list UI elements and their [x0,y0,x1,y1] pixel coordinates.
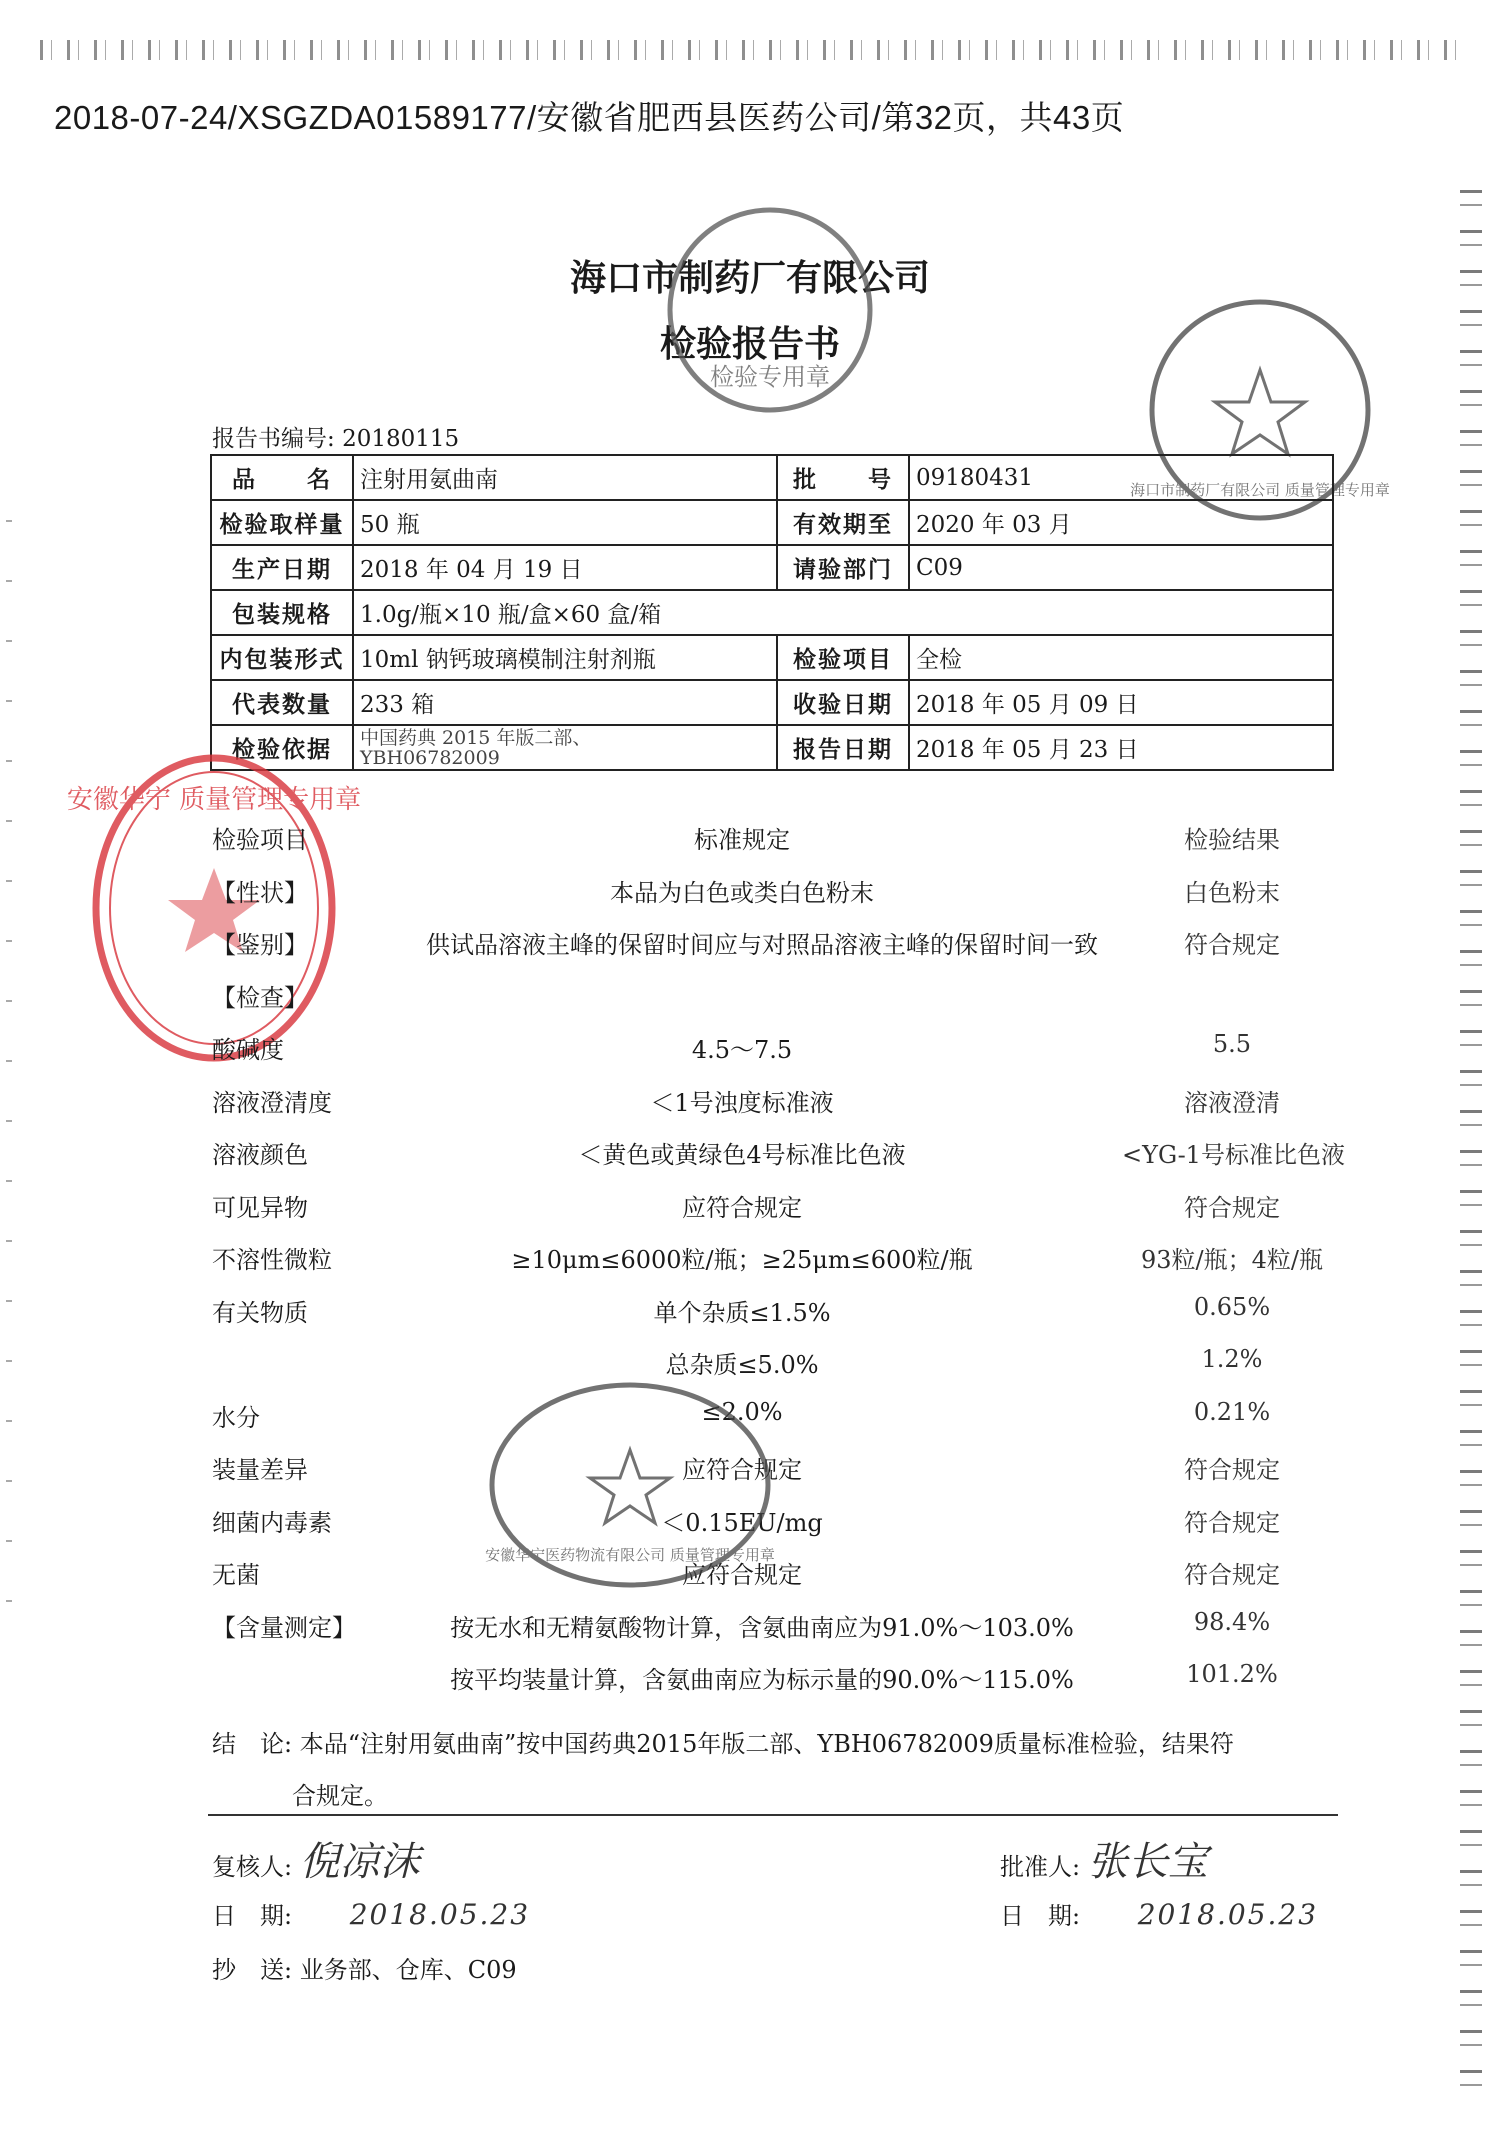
result-standard: 应符合规定 [682,1193,802,1222]
result-row [212,1127,1345,1180]
result-value: 0.21% [1193,1397,1271,1426]
result-standard: ≥10μm≤6000粒/瓶；≥25μm≤600粒/瓶 [511,1246,973,1274]
cc-label: 抄 送: [212,1956,293,1984]
production-date-value: 2018 年 04 月 19 日 [353,545,777,590]
basis-line-1: 中国药典 2015 年版二部、 [360,726,592,749]
approve-date-value: 2018.05.23 [1137,1898,1319,1931]
report-date-label: 报告日期 [777,725,909,770]
header-result: 检验结果 [1184,826,1280,854]
approver-signature: 张长宝 [1087,1839,1208,1885]
result-standard: 供试品溶液主峰的保留时间应与对照品溶液主峰的保留时间一致 [426,931,1098,959]
result-row [212,1232,1342,1285]
result-standard: ＜0.15EU/mg [661,1508,823,1537]
info-row [211,590,1333,635]
conclusion-text-2: 合规定。 [292,1782,388,1810]
header-item: 检验项目 [212,826,308,854]
title-stamp-text: 检验专用章 [710,363,830,391]
info-row [211,725,1333,770]
result-row [212,1600,1342,1653]
inner-package-label: 内包装形式 [211,635,353,680]
results-header [212,812,1342,865]
result-row [212,970,1342,1023]
test-items-value: 全检 [909,635,1333,680]
inner-package-value: 10ml 钠钙玻璃模制注射剂瓶 [353,635,777,680]
batch-no-label: 批 号 [777,455,909,500]
logistics-qc-stamp-text: 安徽华宁医药物流有限公司 质量管理专用章 [485,1546,775,1564]
result-value: 93粒/瓶；4粒/瓶 [1141,1246,1323,1274]
sample-qty-value: 50 瓶 [353,500,777,545]
represent-qty-value: 233 箱 [353,680,777,725]
result-value: 5.5 [1212,1030,1252,1058]
report-number-value: 20180115 [342,426,460,452]
result-row [212,1652,1342,1705]
conclusion-text-1: 本品“注射用氨曲南”按中国药典2015年版二部、YBH06782009质量标准检验，结果符 [299,1730,1234,1758]
report-date-value: 2018 年 05 月 23 日 [909,725,1333,770]
title-stamp [660,200,880,420]
company-qc-stamp-text: 海口市制药厂有限公司 质量管理专用章 [1130,481,1390,499]
result-value: 101.2% [1186,1660,1278,1688]
result-standard: ＜黄色或黄绿色4号标准比色液 [578,1141,906,1169]
reviewer-label: 复核人: [212,1853,293,1881]
result-item: 可见异物 [212,1193,308,1222]
info-table [210,454,1334,771]
result-value: 符合规定 [1184,1561,1280,1589]
result-standard: 应符合规定 [682,1456,802,1484]
basis-value [353,725,777,770]
requesting-dept-label: 请验部门 [777,545,909,590]
approver-label: 批准人: [1000,1853,1081,1881]
approve-date-label: 日 期: [1000,1902,1081,1930]
result-standard: 应符合规定 [682,1561,802,1589]
result-item: 水分 [212,1403,260,1432]
result-item: 不溶性微粒 [212,1246,332,1274]
conclusion [212,1718,1332,1822]
package-spec-label: 包装规格 [211,590,353,635]
company-name: 海口市制药厂有限公司 [569,258,930,299]
result-standard: ＜1号浊度标准液 [650,1088,834,1117]
product-name-label: 品 名 [211,455,353,500]
basis-line-2: YBH06782009 [360,746,500,769]
batch-no-value: 09180431 [909,455,1333,500]
receive-date-value: 2018 年 05 月 09 日 [909,680,1333,725]
production-date-label: 生产日期 [211,545,353,590]
reviewer [212,1830,420,1887]
result-item: 无菌 [212,1561,260,1589]
result-row [212,1285,1342,1338]
approver [1000,1830,1208,1887]
result-row [212,865,1342,918]
result-standard: 4.5～7.5 [691,1036,793,1064]
header-standard: 标准规定 [694,826,790,854]
result-value: 符合规定 [1184,1193,1280,1222]
result-item: 溶液澄清度 [212,1088,332,1117]
result-value: 溶液澄清 [1184,1088,1280,1117]
result-value: 1.2% [1201,1345,1263,1373]
reviewer-signature: 倪凉沫 [299,1839,420,1885]
result-item: 【性状】 [212,878,308,907]
result-item: 【鉴别】 [212,931,308,959]
result-item: 有关物质 [212,1298,308,1327]
result-standard: 本品为白色或类白色粉末 [610,878,874,907]
result-value: 98.4% [1193,1607,1271,1636]
expiry-label: 有效期至 [777,500,909,545]
cc-value: 业务部、仓库、C09 [299,1956,517,1984]
info-row [211,455,1333,500]
conclusion-line-1 [212,1718,1332,1770]
sample-qty-label: 检验取样量 [211,500,353,545]
result-standard: 单个杂质≤1.5% [653,1298,831,1327]
result-value: 符合规定 [1184,931,1280,959]
requesting-dept-value: C09 [909,545,1333,590]
review-date-label: 日 期: [212,1902,293,1930]
carbon-copy [212,1950,517,1985]
result-standard: ≤2.0% [701,1397,783,1426]
result-standard: 按无水和无精氨酸物计算，含氨曲南应为91.0%～103.0% [450,1613,1074,1642]
result-row [212,1075,1342,1128]
scan-edge-left [6,520,12,1620]
result-item: 酸碱度 [212,1036,284,1064]
result-value: 0.65% [1193,1292,1271,1321]
review-date [212,1896,530,1931]
result-value: 符合规定 [1184,1456,1280,1484]
info-row [211,545,1333,590]
result-item: 装量差异 [212,1456,308,1484]
product-name-value: 注射用氨曲南 [353,455,777,500]
fax-header: 2018-07-24/XSGZDA01589177/安徽省肥西县医药公司/第32页，共43页 [54,99,1125,136]
scan-noise-top [40,40,1460,60]
info-row [211,635,1333,680]
result-item: 【检查】 [212,983,308,1012]
scan-edge-right [1460,190,1482,2090]
result-standard: 总杂质≤5.0% [665,1351,819,1379]
represent-qty-label: 代表数量 [211,680,353,725]
report-number [212,420,459,453]
divider [208,1814,1338,1816]
result-row [212,917,1342,970]
expiry-value: 2020 年 03 月 [909,500,1333,545]
package-spec-value: 1.0g/瓶×10 瓶/盒×60 盒/箱 [353,590,1333,635]
logistics-qc-stamp [480,1370,780,1600]
report-number-label: 报告书编号: [212,426,335,452]
info-row [211,500,1333,545]
result-item: 【含量测定】 [212,1613,356,1642]
red-qc-stamp-text: 安徽华宁 质量管理专用章 [66,785,362,815]
basis-label: 检验依据 [211,725,353,770]
result-row [212,1180,1342,1233]
document-title: 检验报告书 [659,324,840,365]
result-row [212,1022,1342,1075]
result-value: 符合规定 [1184,1508,1280,1537]
conclusion-label: 结 论: [212,1730,293,1758]
result-standard: 按平均装量计算，含氨曲南应为标示量的90.0%～115.0% [450,1666,1074,1694]
test-items-label: 检验项目 [777,635,909,680]
review-date-value: 2018.05.23 [349,1898,531,1931]
info-row [211,680,1333,725]
result-item: 溶液颜色 [212,1141,308,1169]
result-item: 细菌内毒素 [212,1508,332,1537]
receive-date-label: 收验日期 [777,680,909,725]
approve-date [1000,1896,1318,1931]
result-value: <YG-1号标准比色液 [1122,1141,1345,1169]
result-value: 白色粉末 [1184,878,1280,907]
